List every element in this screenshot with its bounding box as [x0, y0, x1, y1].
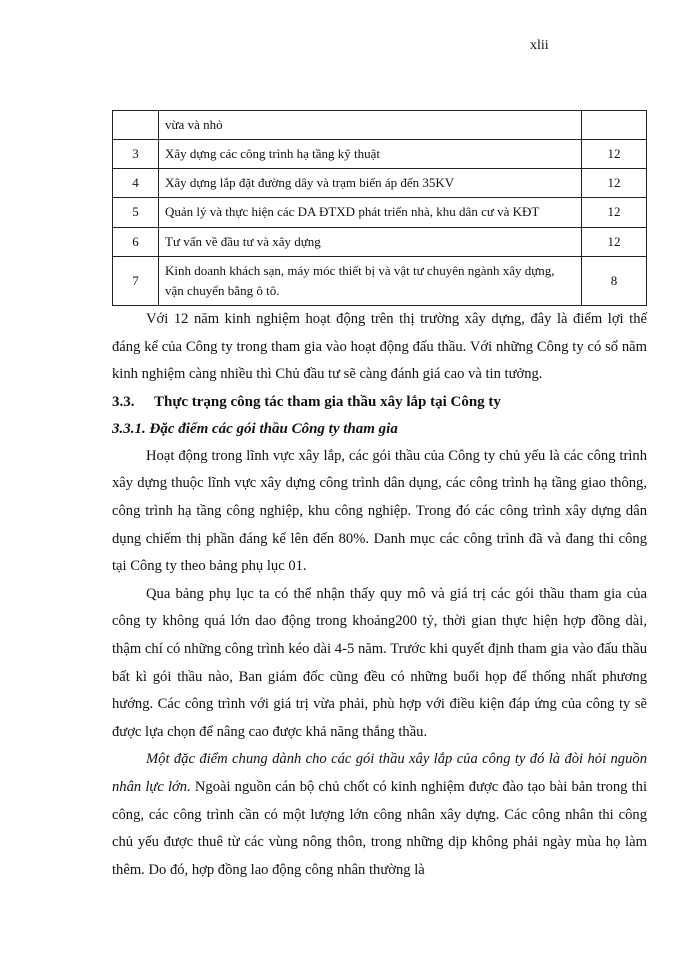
table-row [113, 227, 647, 256]
labor-details: Ngoài nguồn cán bộ chủ chốt có kinh nghiệm được đào tạo bài bản trong thi công, các công trình cần có một lượng lớn công nhân xây dựng. Các công nhân thi công chủ yếu được thuê từ các vùng nông thôn, trong những dịp không phải ngày mùa họ làm thêm. Do đó, hợp đồng lao động công nhân thường là [112, 778, 648, 878]
activity-description: Tư vấn về đầu tư và xây dựng [159, 227, 582, 256]
activity-description: Kinh doanh khách sạn, máy móc thiết bị và vật tư chuyên ngành xây dựng, vận chuyển bằng ô tô. [159, 256, 582, 305]
row-number: 4 [113, 169, 159, 198]
years-of-experience [582, 111, 647, 140]
table-row [113, 198, 647, 227]
body-text [112, 306, 647, 884]
row-number: 3 [113, 140, 159, 169]
experience-paragraph: Với 12 năm kinh nghiệm hoạt động trên thị trường xây dựng, đây là điểm lợi thế đáng kể của Công ty trong tham gia vào hoạt động đấu thầu. Với những Công ty có số năm kinh nghiệm càng nhiều thì Chủ đầu tư sẽ càng đánh giá cao và tin tưởng. [112, 311, 647, 383]
section-heading [112, 389, 647, 416]
labor-paragraph [112, 746, 647, 884]
table-row [113, 256, 647, 305]
table-row [113, 140, 647, 169]
table-row [113, 111, 647, 140]
row-number [113, 111, 159, 140]
page-number: xlii [530, 38, 549, 53]
activity-description: vừa và nhỏ [159, 111, 582, 140]
appendix-paragraph: Qua bảng phụ lục ta có thể nhận thấy quy mô và giá trị các gói thầu tham gia của công ty không quá lớn dao động trong khoảng200 tỷ, thời gian thực hiện hợp đồng dài, thậm chí có những công trình kéo dài 4-5 năm. Trước khi quyết định tham gia vào đấu thầu bất kì gói thầu nào, Ban giám đốc cũng đều có những buổi họp để thống nhất phương hướng. Các công trình với giá trị vừa phải, phù hợp với điều kiện đáp ứng của công ty sẽ được lựa chọn để nâng cao được khả năng thắng thầu. [112, 585, 647, 740]
years-of-experience: 8 [582, 256, 647, 305]
row-number: 6 [113, 227, 159, 256]
business-activities-table [112, 110, 647, 306]
emphasized-statement: Một đặc điểm chung dành cho các gói thầu xây lắp của công ty đó là đòi hỏi nguồn nhân lực lớn. [112, 751, 647, 795]
section-number: 3.3. [112, 393, 135, 410]
row-number: 5 [113, 198, 159, 227]
subsection-heading: 3.3.1. Đặc điểm các gói thầu Công ty tham gia [112, 420, 398, 437]
activity-description: Xây dựng lắp đặt đường dây và trạm biến áp đến 35KV [159, 169, 582, 198]
activity-description: Xây dựng các công trình hạ tầng kỹ thuật [159, 140, 582, 169]
years-of-experience: 12 [582, 198, 647, 227]
row-number: 7 [113, 256, 159, 305]
activity-description: Quản lý và thực hiện các DA ĐTXD phát triển nhà, khu dân cư và KĐT [159, 198, 582, 227]
section-title: Thực trạng công tác tham gia thầu xây lắp tại Công ty [154, 393, 501, 410]
years-of-experience: 12 [582, 140, 647, 169]
years-of-experience: 12 [582, 169, 647, 198]
table-row [113, 169, 647, 198]
bid-package-paragraph: Hoạt động trong lĩnh vực xây lắp, các gói thầu của Công ty chủ yếu là các công trình xây dựng thuộc lĩnh vực xây dựng công trình dân dụng, các công trình hạ tầng giao thông, công trình hạ tầng công nghiệp, khu công nghiệp. Trong đó các công trình xây dựng dân dụng chiếm thị phần đáng kể lên đến 80%. Danh mục các công trình đã và đang thi công tại Công ty theo bảng phụ lục 01. [112, 447, 647, 575]
years-of-experience: 12 [582, 227, 647, 256]
